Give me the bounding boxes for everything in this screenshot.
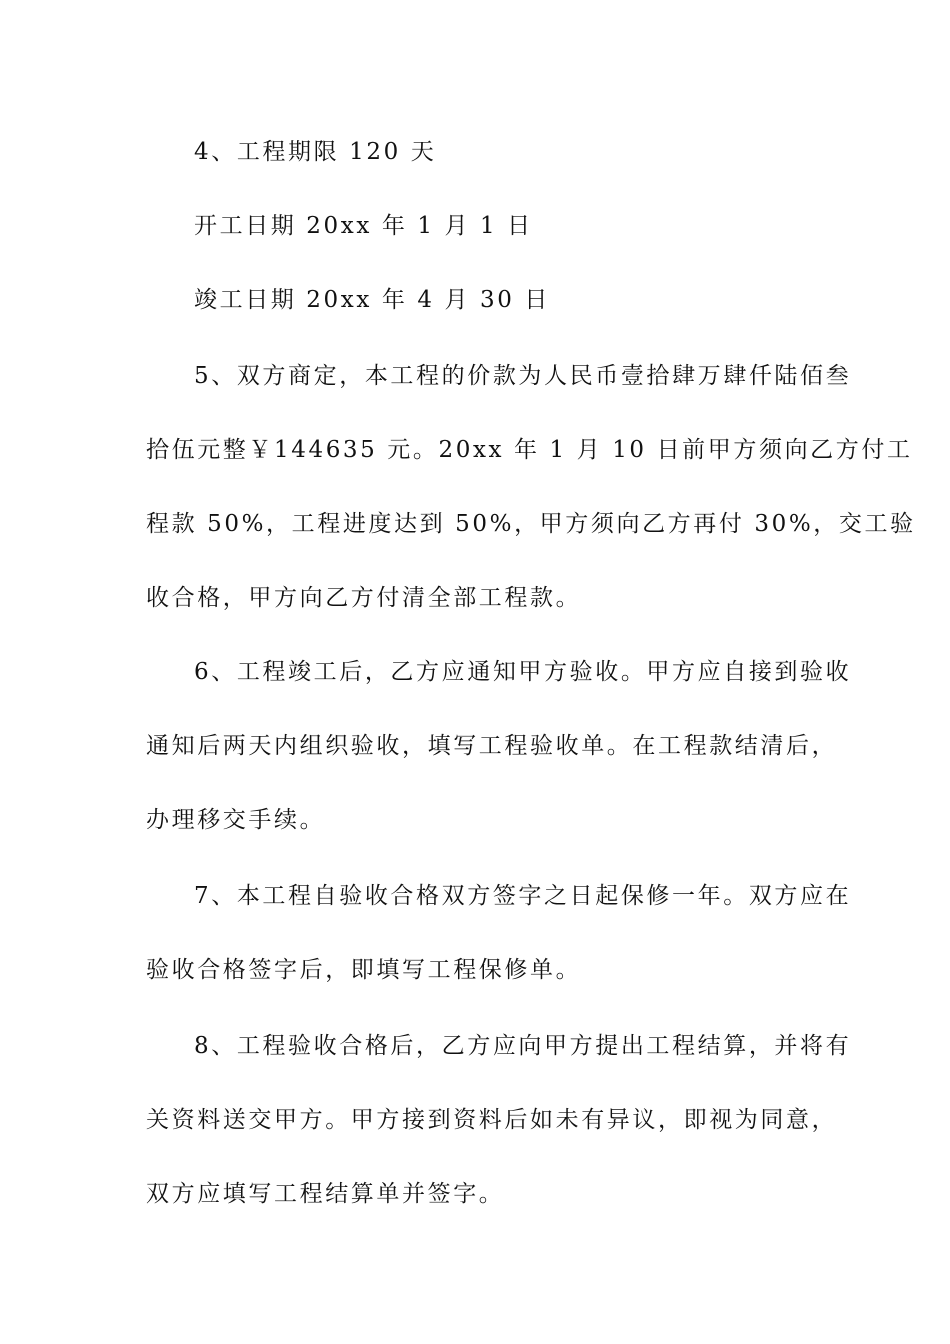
- text-line-acceptance-3: 办理移交手续。: [146, 807, 326, 833]
- text-line-price-1: 5、双方商定，本工程的价款为人民币壹拾肆万肆仟陆佰叁: [194, 363, 852, 389]
- text-line-settlement-1: 8、工程验收合格后，乙方应向甲方提出工程结算，并将有: [194, 1033, 852, 1059]
- text-line-warranty-1: 7、本工程自验收合格双方签字之日起保修一年。双方应在: [194, 883, 852, 909]
- text-line-warranty-2: 验收合格签字后，即填写工程保修单。: [146, 957, 582, 983]
- text-line-settlement-2: 关资料送交甲方。甲方接到资料后如未有异议，即视为同意，: [146, 1107, 838, 1133]
- text-line-term: 4、工程期限 120 天: [194, 139, 437, 165]
- text-line-price-2: 拾伍元整￥144635 元。20xx 年 1 月 10 日前甲方须向乙方付工: [146, 437, 913, 463]
- text-line-price-4: 收合格，甲方向乙方付清全部工程款。: [146, 585, 582, 611]
- text-line-acceptance-1: 6、工程竣工后，乙方应通知甲方验收。甲方应自接到验收: [194, 659, 852, 685]
- text-line-price-3: 程款 50%，工程进度达到 50%，甲方须向乙方再付 30%，交工验: [146, 511, 916, 537]
- text-line-start-date: 开工日期 20xx 年 1 月 1 日: [194, 213, 533, 239]
- text-line-acceptance-2: 通知后两天内组织验收，填写工程验收单。在工程款结清后，: [146, 733, 838, 759]
- text-line-settlement-3: 双方应填写工程结算单并签字。: [146, 1181, 505, 1207]
- text-line-end-date: 竣工日期 20xx 年 4 月 30 日: [194, 287, 550, 313]
